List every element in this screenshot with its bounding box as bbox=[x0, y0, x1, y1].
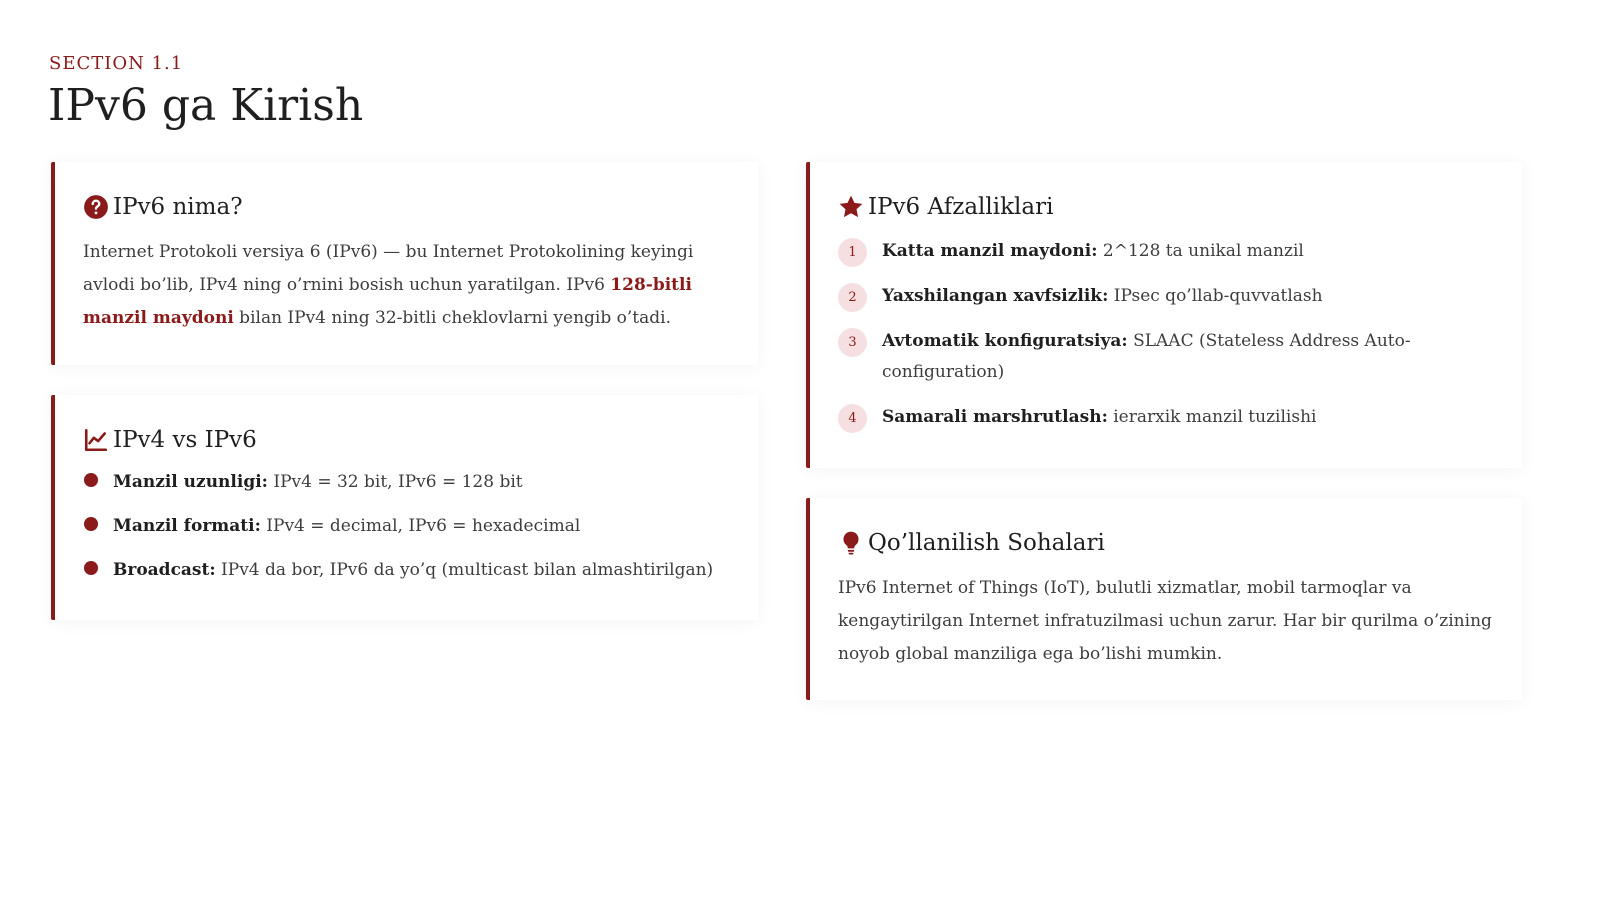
item-text: IPv4 = decimal, IPv6 = hexadecimal bbox=[260, 516, 581, 536]
applications-text: IPv6 Internet of Things (IoT), bulutli xizmatlar, mobil tarmoqlar va kengaytirilgan Internet infratuzilmasi uchun zarur. Har bir qurilma o’zining noyob global manziliga ega bo’lishi mumkin. bbox=[838, 578, 1492, 664]
list-item bbox=[83, 469, 730, 496]
item-text: IPv4 = 32 bit, IPv6 = 128 bit bbox=[267, 472, 523, 492]
item-label: Samarali marshrutlash: bbox=[882, 407, 1108, 427]
list-item bbox=[83, 557, 730, 584]
comparison-card bbox=[51, 395, 758, 620]
applications-heading-text: Qo’llanilish Sohalari bbox=[868, 530, 1105, 556]
applications-heading bbox=[838, 530, 1494, 556]
item-text: 2^128 ta unikal manzil bbox=[1097, 241, 1304, 261]
item-text: IPsec qo’llab-quvvatlash bbox=[1108, 286, 1323, 306]
comparison-heading-text: IPv4 vs IPv6 bbox=[113, 427, 257, 453]
item-text: ierarxik manzil tuzilishi bbox=[1107, 407, 1317, 427]
bullet-icon bbox=[84, 473, 98, 487]
what-is-heading bbox=[83, 194, 730, 220]
what-is-heading-text: IPv6 nima? bbox=[113, 194, 243, 220]
section-label: SECTION 1.1 bbox=[49, 53, 184, 74]
list-item bbox=[838, 281, 1494, 312]
what-is-text-start: Internet Protokoli versiya 6 (IPv6) — bu Internet Protokolining keyingi avlodi bo’lib, IPv4 ning o’rnini bosish uchun yaratilgan. IPv6 bbox=[83, 242, 694, 295]
list-item bbox=[838, 236, 1494, 267]
highlight-text: 128-bitli manzil maydoni bbox=[83, 275, 692, 328]
number-badge: 2 bbox=[838, 283, 867, 312]
advantages-heading-text: IPv6 Afzalliklari bbox=[868, 194, 1054, 220]
question-circle-icon bbox=[83, 194, 109, 220]
number-badge: 3 bbox=[838, 328, 867, 357]
chart-line-icon bbox=[83, 427, 109, 453]
number-badge: 1 bbox=[838, 238, 867, 267]
applications-card bbox=[806, 498, 1522, 700]
star-icon bbox=[838, 194, 864, 220]
what-is-card bbox=[51, 162, 758, 365]
item-label: Katta manzil maydoni: bbox=[882, 241, 1098, 261]
item-label: Manzil uzunligi: bbox=[113, 472, 268, 492]
item-label: Yaxshilangan xavfsizlik: bbox=[882, 286, 1109, 306]
advantages-list bbox=[838, 236, 1494, 433]
number-badge: 4 bbox=[838, 404, 867, 433]
item-label: Avtomatik konfiguratsiya: bbox=[882, 331, 1128, 351]
lightbulb-icon bbox=[838, 530, 864, 556]
item-label: Broadcast: bbox=[113, 560, 216, 580]
item-label: Manzil formati: bbox=[113, 516, 261, 536]
comparison-heading bbox=[83, 427, 730, 453]
list-item bbox=[838, 326, 1494, 388]
bullet-icon bbox=[84, 517, 98, 531]
list-item bbox=[83, 513, 730, 540]
item-text: SLAAC (Stateless Address Auto-configuration) bbox=[882, 331, 1411, 382]
item-text: IPv4 da bor, IPv6 da yo’q (multicast bilan almashtirilgan) bbox=[215, 560, 714, 580]
what-is-text bbox=[83, 236, 730, 335]
advantages-card bbox=[806, 162, 1522, 468]
list-item bbox=[838, 402, 1494, 433]
advantages-heading bbox=[838, 194, 1494, 220]
what-is-text-end: bilan IPv4 ning 32-bitli cheklovlarni yengib o’tadi. bbox=[233, 308, 671, 328]
bullet-icon bbox=[84, 561, 98, 575]
page-title: IPv6 ga Kirish bbox=[48, 80, 364, 131]
comparison-list bbox=[83, 469, 730, 584]
